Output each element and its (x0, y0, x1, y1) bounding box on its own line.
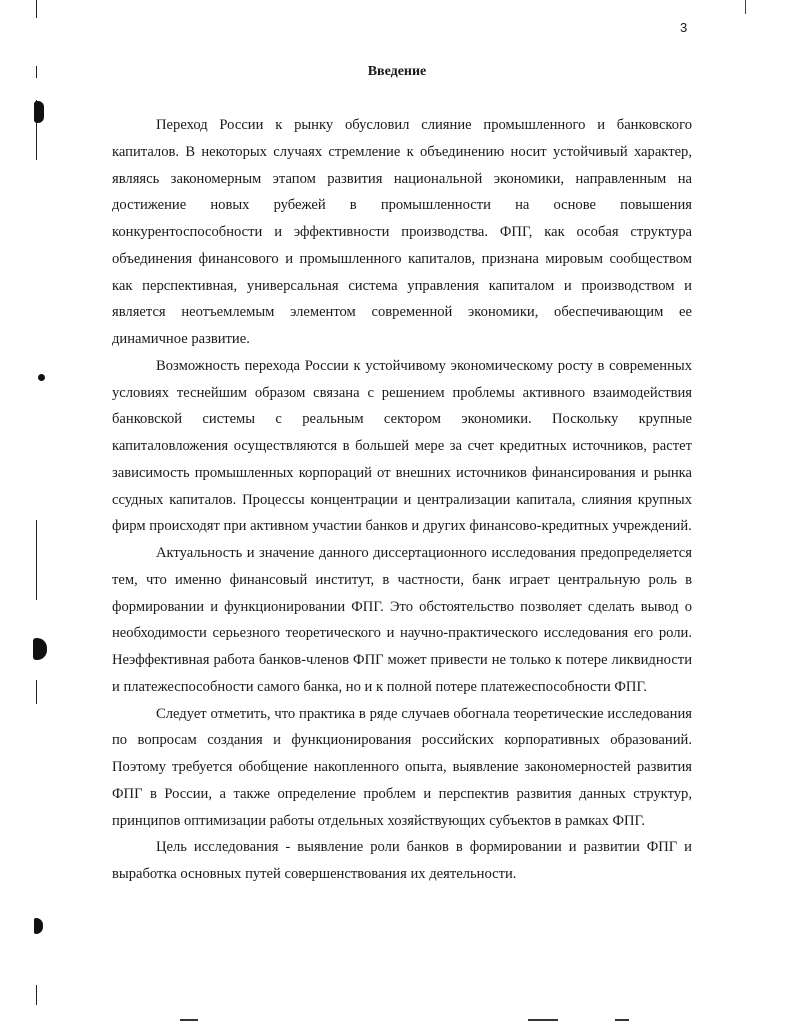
scan-edge-line (36, 0, 37, 18)
scan-bottom-mark (528, 1019, 558, 1021)
page-title: Введение (367, 64, 427, 79)
paragraph: Возможность перехода России к устойчивому экономическому росту в современных условиях теснейшим образом связана с решением проблемы активного взаимодействия банковской системы с реальным сектором экономики. Поскольку крупные капиталовложения осуществляются в большей мере за счет кредитных источников, растет зависимость промышленных корпораций от внешних источников финансирования и рынка ссудных капиталов. Процессы концентрации и централизации капитала, слияния крупных фирм происходят при активном участии банков и других финансово-кредитных учреждений. (112, 357, 692, 535)
scan-edge-line (36, 680, 37, 704)
paragraph: Переход России к рынку обусловил слияние промышленного и банковского капиталов. В некоторых случаях стремление к объединению носит устойчивый характер, являясь закономерным этапом развития национальной экономики, направленным на достижение новых рубежей в промышленности на основе повышения конкурентоспособности и эффективности производства. ФПГ, как особая структура объединения финансового и промышленного капиталов, признана мировым сообществом как перспективная, универсальная система управления капиталом и производством и является неотъемлемым элементом современной экономики, обеспечивающим ее динамичное развитие. (112, 117, 692, 347)
paragraph: Цель исследования - выявление роли банков в формировании и развитии ФПГ и выработка основных путей совершенствования их деятельности. (112, 839, 692, 882)
scan-bottom-mark (615, 1019, 629, 1021)
page-number: 3 (680, 20, 688, 35)
scan-edge-line (745, 0, 746, 14)
document-body (112, 112, 692, 888)
paragraph: Следует отметить, что практика в ряде случаев обогнала теоретические исследования по вопросам создания и функционирования российских корпоративных образований. Поэтому требуется обобщение накопленного опыта, выявление закономерностей развития ФПГ в России, а также определение проблем и перспектив развития данных структур, принципов оптимизации работы отдельных хозяйствующих субъектов в рамках ФПГ. (112, 705, 692, 829)
scan-blot (33, 638, 47, 660)
scan-blot (34, 101, 44, 123)
scan-edge-line (36, 985, 37, 1005)
scan-edge-line (36, 520, 37, 600)
scan-dot (38, 374, 45, 381)
paragraph: Актуальность и значение данного диссертационного исследования предопределяется тем, что именно финансовый институт, в частности, банк играет центральную роль в формировании и функционировании ФПГ. Это обстоятельство позволяет сделать вывод о необходимости серьезного теоретического и научно-практического исследования его роли. Неэффективная работа банков-членов ФПГ может привести не только к потере ликвидности и платежеспособности самого банка, но и к полной потере платежеспособности ФПГ. (112, 545, 692, 695)
scan-bottom-mark (180, 1019, 198, 1021)
scan-blot (34, 918, 43, 934)
